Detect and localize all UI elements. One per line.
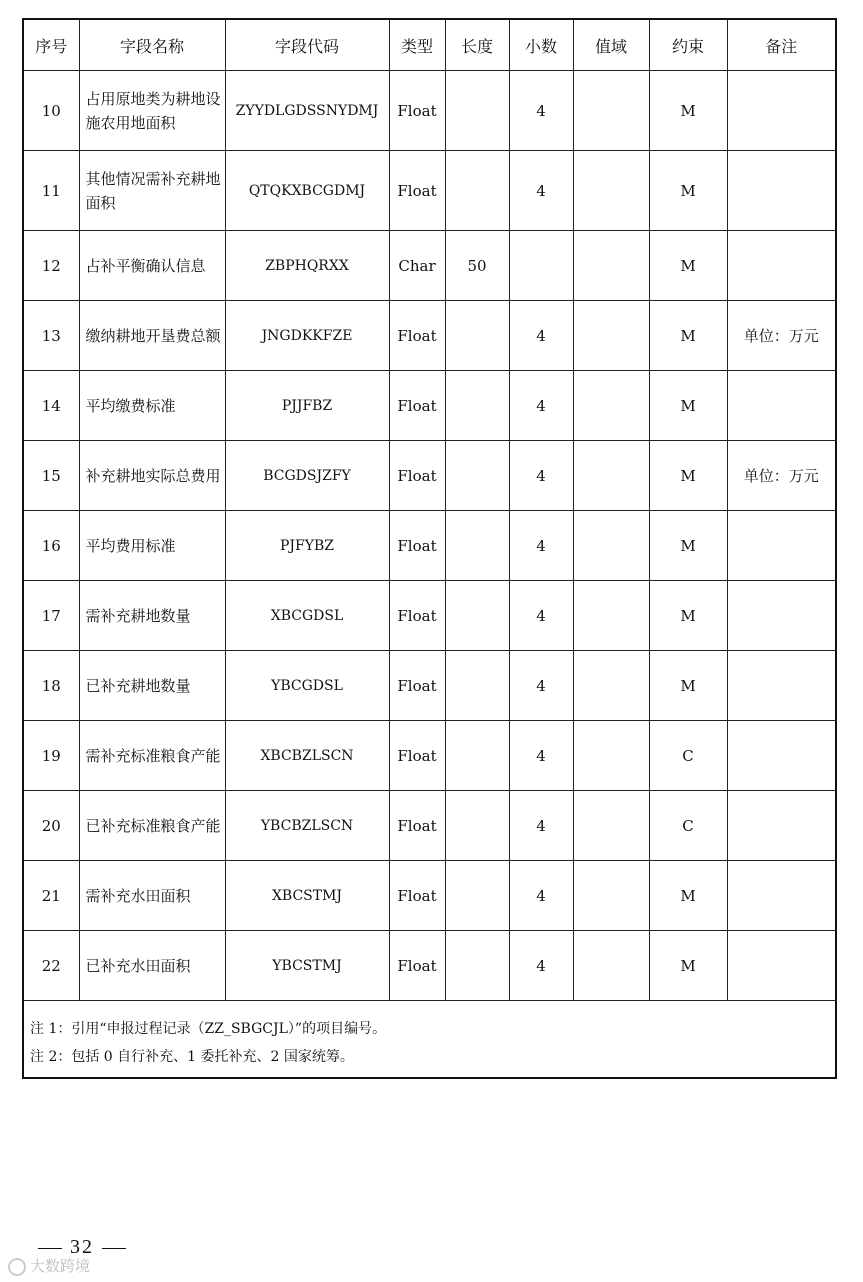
cell-type: Float (389, 441, 445, 511)
cell-constraint: M (649, 371, 727, 441)
table-row (23, 71, 836, 151)
cell-constraint: M (649, 931, 727, 1001)
table-row (23, 721, 836, 791)
cell-no: 13 (23, 301, 79, 371)
cell-no: 18 (23, 651, 79, 721)
cell-code: PJFYBZ (225, 511, 389, 581)
cell-type: Float (389, 791, 445, 861)
cell-code: YBCSTMJ (225, 931, 389, 1001)
table-row (23, 151, 836, 231)
cell-constraint: M (649, 861, 727, 931)
watermark (8, 1255, 90, 1276)
table-header-row (23, 19, 836, 71)
table-notes (23, 1001, 836, 1079)
cell-name: 已补充水田面积 (79, 931, 225, 1001)
cell-name: 需补充水田面积 (79, 861, 225, 931)
cell-remark (727, 231, 836, 301)
header-type: 类型 (389, 19, 445, 71)
cell-domain (573, 441, 649, 511)
cell-domain (573, 581, 649, 651)
cell-length (445, 301, 509, 371)
cell-remark (727, 861, 836, 931)
cell-type: Float (389, 581, 445, 651)
cell-length (445, 371, 509, 441)
cell-no: 17 (23, 581, 79, 651)
cell-name: 缴纳耕地开垦费总额 (79, 301, 225, 371)
cell-no: 11 (23, 151, 79, 231)
cell-name: 平均缴费标准 (79, 371, 225, 441)
cell-decimal: 4 (509, 371, 573, 441)
table-row (23, 301, 836, 371)
cell-remark (727, 791, 836, 861)
cell-decimal (509, 231, 573, 301)
note-1: 注 1：引用“申报过程记录（ZZ_SBGCJL）”的项目编号。 (30, 1021, 387, 1037)
cell-domain (573, 301, 649, 371)
header-domain: 值域 (573, 19, 649, 71)
cell-type: Float (389, 301, 445, 371)
cell-remark (727, 151, 836, 231)
cell-remark: 单位：万元 (727, 301, 836, 371)
cell-constraint: M (649, 151, 727, 231)
cell-code: JNGDKKFZE (225, 301, 389, 371)
cell-domain (573, 861, 649, 931)
watermark-text: 大数跨境 (30, 1257, 91, 1275)
cell-no: 21 (23, 861, 79, 931)
cell-domain (573, 371, 649, 441)
table-row (23, 651, 836, 721)
table-row (23, 931, 836, 1001)
cell-code: YBCBZLSCN (225, 791, 389, 861)
table-row (23, 231, 836, 301)
cell-constraint: M (649, 71, 727, 151)
cell-length: 50 (445, 231, 509, 301)
cell-remark (727, 651, 836, 721)
cell-remark (727, 371, 836, 441)
cell-code: XBCBZLSCN (225, 721, 389, 791)
cell-decimal: 4 (509, 301, 573, 371)
cell-type: Float (389, 861, 445, 931)
cell-remark (727, 721, 836, 791)
cell-decimal: 4 (509, 441, 573, 511)
cell-code: ZYYDLGDSSNYDMJ (225, 71, 389, 151)
cell-no: 14 (23, 371, 79, 441)
cell-length (445, 71, 509, 151)
header-constraint: 约束 (649, 19, 727, 71)
cell-domain (573, 511, 649, 581)
cell-name: 已补充耕地数量 (79, 651, 225, 721)
cell-type: Float (389, 151, 445, 231)
cell-type: Float (389, 511, 445, 581)
cell-length (445, 931, 509, 1001)
cell-remark (727, 581, 836, 651)
cell-type: Float (389, 721, 445, 791)
cell-domain (573, 651, 649, 721)
cell-no: 12 (23, 231, 79, 301)
cell-decimal: 4 (509, 71, 573, 151)
header-remark: 备注 (727, 19, 836, 71)
cell-decimal: 4 (509, 151, 573, 231)
cell-type: Float (389, 651, 445, 721)
header-code: 字段代码 (225, 19, 389, 71)
cell-name: 占补平衡确认信息 (79, 231, 225, 301)
cell-constraint: M (649, 301, 727, 371)
cell-decimal: 4 (509, 791, 573, 861)
cell-name: 平均费用标准 (79, 511, 225, 581)
cell-length (445, 791, 509, 861)
cell-remark (727, 931, 836, 1001)
cell-code: XBCSTMJ (225, 861, 389, 931)
page-number-text: 32 (70, 1236, 94, 1258)
table-row (23, 371, 836, 441)
cell-no: 15 (23, 441, 79, 511)
note-2: 注 2：包括 0 自行补充、1 委托补充、2 国家统筹。 (30, 1049, 354, 1065)
cell-decimal: 4 (509, 511, 573, 581)
cell-code: PJJFBZ (225, 371, 389, 441)
cell-decimal: 4 (509, 721, 573, 791)
cell-domain (573, 71, 649, 151)
cell-domain (573, 931, 649, 1001)
cell-remark (727, 511, 836, 581)
cell-length (445, 151, 509, 231)
cell-length (445, 861, 509, 931)
cell-remark: 单位：万元 (727, 441, 836, 511)
page-number-dash-right (102, 1248, 126, 1249)
cell-no: 16 (23, 511, 79, 581)
cell-length (445, 441, 509, 511)
table-row (23, 861, 836, 931)
cell-code: ZBPHQRXX (225, 231, 389, 301)
cell-name: 其他情况需补充耕地面积 (79, 151, 225, 231)
header-decimal: 小数 (509, 19, 573, 71)
field-spec-table (22, 18, 837, 1079)
cell-code: YBCGDSL (225, 651, 389, 721)
table-row (23, 511, 836, 581)
cell-length (445, 511, 509, 581)
cell-domain (573, 231, 649, 301)
cell-name: 占用原地类为耕地设施农用地面积 (79, 71, 225, 151)
cell-domain (573, 721, 649, 791)
cell-code: BCGDSJZFY (225, 441, 389, 511)
circle-logo-icon (8, 1258, 26, 1276)
cell-name: 需补充标准粮食产能 (79, 721, 225, 791)
cell-constraint: M (649, 511, 727, 581)
cell-remark (727, 71, 836, 151)
page-number-dash-left (38, 1248, 62, 1249)
cell-type: Float (389, 371, 445, 441)
table-row (23, 441, 836, 511)
header-no: 序号 (23, 19, 79, 71)
table-row (23, 581, 836, 651)
cell-code: QTQKXBCGDMJ (225, 151, 389, 231)
cell-no: 22 (23, 931, 79, 1001)
cell-no: 19 (23, 721, 79, 791)
cell-domain (573, 791, 649, 861)
cell-constraint: M (649, 441, 727, 511)
cell-decimal: 4 (509, 581, 573, 651)
table-row (23, 791, 836, 861)
cell-type: Float (389, 71, 445, 151)
cell-decimal: 4 (509, 651, 573, 721)
cell-code: XBCGDSL (225, 581, 389, 651)
cell-constraint: M (649, 231, 727, 301)
cell-name: 补充耕地实际总费用 (79, 441, 225, 511)
cell-constraint: C (649, 791, 727, 861)
cell-domain (573, 151, 649, 231)
cell-no: 10 (23, 71, 79, 151)
cell-name: 已补充标准粮食产能 (79, 791, 225, 861)
cell-constraint: M (649, 651, 727, 721)
cell-type: Float (389, 931, 445, 1001)
cell-length (445, 651, 509, 721)
cell-name: 需补充耕地数量 (79, 581, 225, 651)
cell-constraint: C (649, 721, 727, 791)
notes-row (23, 1001, 836, 1079)
cell-decimal: 4 (509, 861, 573, 931)
cell-no: 20 (23, 791, 79, 861)
header-name: 字段名称 (79, 19, 225, 71)
cell-type: Char (389, 231, 445, 301)
cell-length (445, 581, 509, 651)
cell-length (445, 721, 509, 791)
header-length: 长度 (445, 19, 509, 71)
cell-decimal: 4 (509, 931, 573, 1001)
cell-constraint: M (649, 581, 727, 651)
